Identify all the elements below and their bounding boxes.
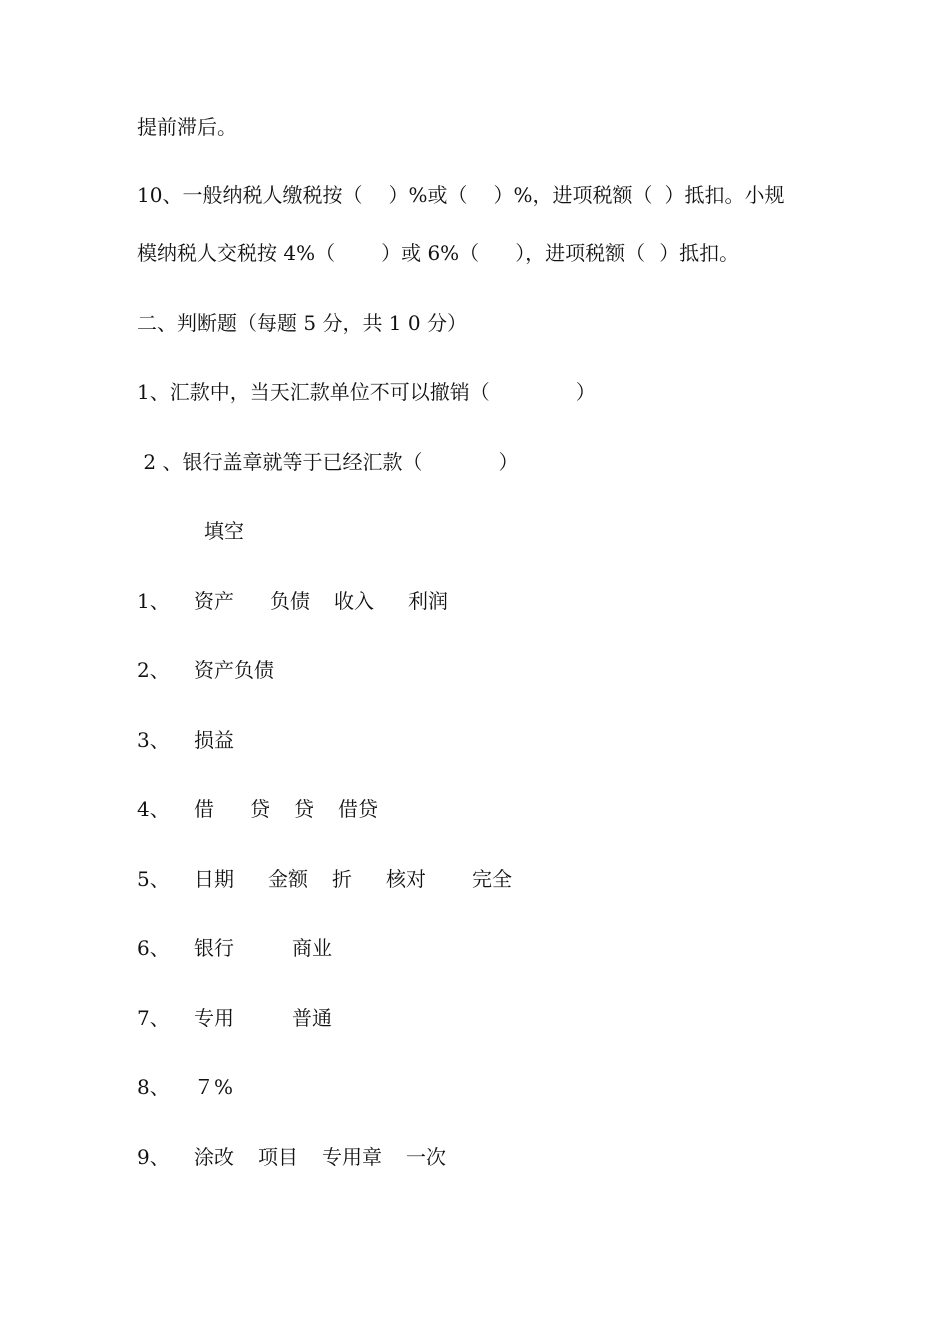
answer-4-item-4: 借贷 — [338, 797, 378, 821]
answer-row-5 — [137, 865, 512, 893]
answer-9-item-4: 一次 — [406, 1145, 446, 1169]
answer-3-item-1: 损益 — [194, 728, 234, 752]
answer-row-8 — [137, 1073, 233, 1101]
answers-heading: 填空 — [204, 519, 244, 543]
judge-1-close: ） — [575, 380, 596, 404]
answer-9-num: 9、 — [137, 1145, 170, 1169]
answer-2-num: 2、 — [137, 658, 170, 682]
answer-4-item-1: 借 — [194, 797, 214, 821]
q10-l2-part-b: ）或 6%（ — [381, 241, 480, 265]
answer-9-item-2: 项目 — [258, 1145, 298, 1169]
question-10-line-1 — [137, 181, 784, 209]
answer-7-num: 7、 — [137, 1006, 170, 1030]
answer-5-item-3: 折 — [332, 867, 352, 891]
answer-5-item-4: 核对 — [386, 867, 426, 891]
answer-row-3 — [137, 726, 234, 754]
q10-l1-part-c: ）%，进项税额（ — [493, 183, 653, 207]
answer-5-num: 5、 — [137, 867, 170, 891]
answer-4-item-2: 贷 — [250, 797, 270, 821]
answer-1-num: 1、 — [137, 589, 170, 613]
answer-row-6 — [137, 934, 332, 962]
answer-6-item-1: 银行 — [194, 936, 234, 960]
answer-5-item-2: 金额 — [268, 867, 308, 891]
judge-question-2 — [137, 448, 518, 476]
answer-row-2 — [137, 656, 274, 684]
answer-7-item-2: 普通 — [292, 1006, 332, 1030]
answer-6-item-2: 商业 — [292, 936, 332, 960]
answer-4-num: 4、 — [137, 797, 170, 821]
question-10-line-2 — [137, 239, 739, 267]
q10-l1-part-a: 10、一般纳税人缴税按（ — [137, 183, 363, 207]
intro-tail-line: 提前滞后。 — [137, 115, 237, 139]
answer-8-item-1: ７% — [194, 1075, 234, 1099]
answer-1-item-1: 资产 — [194, 589, 234, 613]
answer-1-item-3: 收入 — [334, 589, 374, 613]
answer-5-item-5: 完全 — [472, 867, 512, 891]
q10-l2-part-d: ）抵扣。 — [659, 241, 740, 265]
judge-question-1 — [137, 378, 596, 406]
answer-row-7 — [137, 1004, 332, 1032]
q10-l2-part-a: 模纳税人交税按 4%（ — [137, 241, 336, 265]
answer-9-item-1: 涂改 — [194, 1145, 234, 1169]
q10-l1-part-d: ）抵扣。小规 — [664, 183, 785, 207]
q10-l1-part-b: ）%或（ — [388, 183, 468, 207]
answer-2-item-1: 资产负债 — [194, 658, 274, 682]
answer-7-item-1: 专用 — [194, 1006, 234, 1030]
judge-2-text: 2 、银行盖章就等于已经汇款（ — [137, 450, 423, 474]
judge-2-close: ） — [498, 450, 519, 474]
q10-l2-part-c: ），进项税额（ — [515, 241, 646, 265]
section-2-heading: 二、判断题（每题 5 分，共 1 0 分） — [137, 311, 467, 335]
answer-3-num: 3、 — [137, 728, 170, 752]
answer-6-num: 6、 — [137, 936, 170, 960]
judge-1-text: 1、汇款中，当天汇款单位不可以撤销（ — [137, 380, 490, 404]
answer-4-item-3: 贷 — [294, 797, 314, 821]
answer-row-9 — [137, 1143, 446, 1171]
answer-9-item-3: 专用章 — [322, 1145, 382, 1169]
answer-5-item-1: 日期 — [194, 867, 234, 891]
answer-1-item-4: 利润 — [408, 589, 448, 613]
answer-1-item-2: 负债 — [270, 589, 310, 613]
answer-row-4 — [137, 795, 378, 823]
answer-8-num: 8、 — [137, 1075, 170, 1099]
answer-row-1 — [137, 587, 448, 615]
